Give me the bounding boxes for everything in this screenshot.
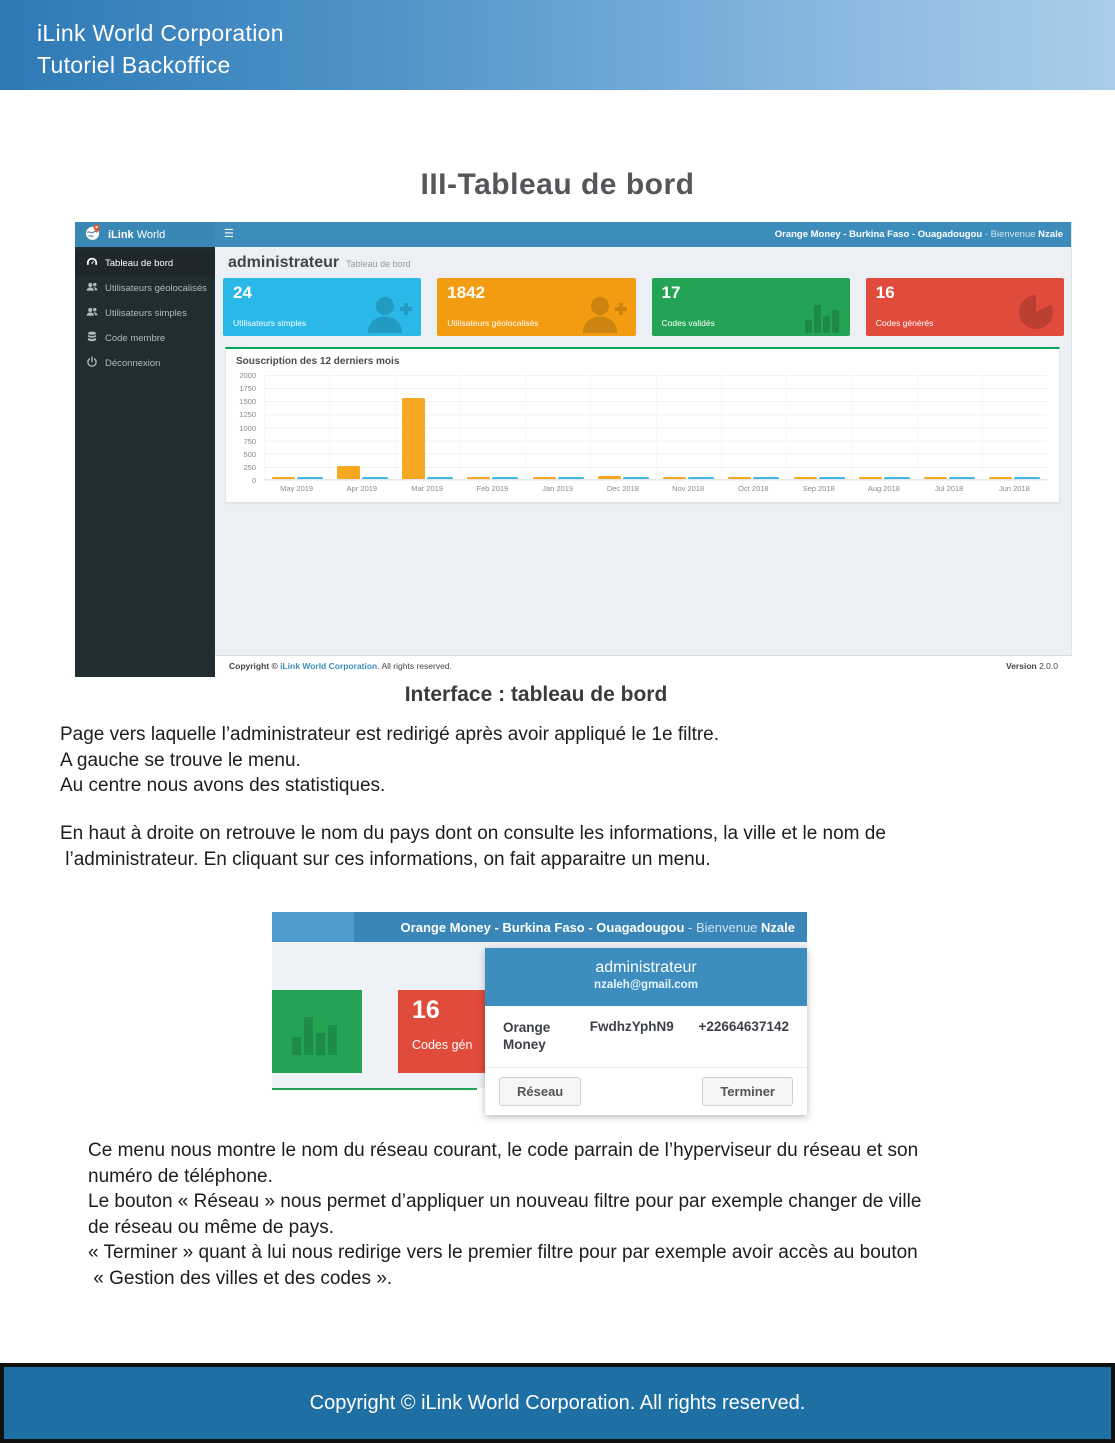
paragraph-line: Au centre nous avons des statistiques. — [60, 775, 386, 796]
chart-column — [590, 375, 655, 493]
y-axis-tick: 1500 — [239, 397, 256, 407]
hamburger-menu-icon[interactable]: ☰ — [224, 228, 234, 240]
x-axis-label: Aug 2018 — [867, 484, 900, 493]
sidebar-item-utilisateurs-simples[interactable] — [75, 301, 215, 326]
chart-bar-souscriptions-bleu — [623, 477, 649, 479]
topbar-welcome: Bienvenue — [990, 229, 1039, 240]
y-axis-tick: 1250 — [239, 410, 256, 420]
version-info — [1006, 661, 1058, 671]
banner-company: iLink World Corporation — [37, 20, 284, 46]
dropdown-footer — [485, 1067, 807, 1115]
sidebar-item-utilisateurs-geolocalises[interactable] — [75, 276, 215, 301]
chart-bar-souscriptions-bleu — [949, 477, 975, 479]
dashboard-topbar — [75, 222, 1071, 247]
chart-bar-souscriptions-bleu — [362, 477, 388, 479]
bar-chart — [232, 371, 1049, 503]
sidebar-item-label: Tableau de bord — [105, 258, 174, 269]
topbar-user-info[interactable] — [775, 229, 1063, 240]
footer-copyright-suffix: . All rights reserved. — [377, 661, 452, 671]
topbar-username: Nzale — [1038, 229, 1063, 240]
bar-chart-icon — [288, 1007, 346, 1057]
banner-subtitle: Tutoriel Backoffice — [37, 52, 231, 78]
chart-bar-souscriptions-bleu — [884, 477, 910, 479]
x-axis-label: Feb 2019 — [476, 484, 509, 493]
chart-column — [851, 375, 916, 493]
bar-chart-icon — [803, 299, 843, 333]
sidebar-item-label: Utilisateurs simples — [105, 308, 187, 319]
sidebar-item-label: Utilisateurs géolocalisés — [105, 283, 207, 294]
y-axis-tick: 500 — [243, 449, 256, 459]
figure-caption: Interface : tableau de bord — [404, 683, 668, 706]
sidebar-item-code-membre[interactable] — [75, 326, 215, 351]
x-axis-label: Jan 2019 — [542, 484, 574, 493]
sidebar-item-label: Code membre — [105, 333, 166, 344]
paragraph-line: numéro de téléphone. — [88, 1165, 273, 1187]
chart-bar-souscriptions-bleu — [819, 477, 845, 479]
dropdown-header — [485, 948, 807, 1006]
brand-name — [108, 229, 165, 241]
chart-column — [525, 375, 590, 493]
chart-panel — [225, 347, 1060, 503]
dashboard-icon — [86, 256, 98, 271]
chart-y-labels — [232, 371, 258, 485]
chart-column — [721, 375, 786, 493]
chart-column — [329, 375, 394, 493]
document-banner — [0, 0, 1115, 90]
paragraph-line: de réseau ou même de pays. — [88, 1216, 335, 1238]
topbar-sep: - — [684, 920, 696, 935]
x-axis-label: Sep 2018 — [802, 484, 835, 493]
dashboard-content — [215, 247, 1072, 677]
user-menu-screenshot — [272, 910, 807, 1115]
chart-bar-souscriptions-bleu — [427, 477, 453, 479]
chart-bar-souscriptions-orange — [859, 477, 882, 479]
paragraph-line: Le bouton « Réseau » nous permet d’appliquer un nouveau filtre pour par exemple changer de ville — [88, 1191, 922, 1212]
footer-brand-link[interactable]: iLink World Corporation — [280, 661, 378, 671]
chart-column — [460, 375, 525, 493]
x-axis-label: Oct 2018 — [738, 484, 769, 493]
brand-logo[interactable] — [75, 222, 215, 247]
chart-bar-souscriptions-orange — [989, 477, 1012, 479]
dropdown-user-email: nzaleh@gmail.com — [594, 979, 698, 991]
dashboard-footer — [215, 655, 1072, 677]
document-footer — [0, 1363, 1115, 1443]
paragraph-line: A gauche se trouve le menu. — [60, 749, 301, 771]
y-axis-tick: 250 — [243, 462, 256, 472]
stat-value: 17 — [661, 283, 681, 302]
menu-topbar-user-info[interactable] — [401, 920, 795, 935]
panel-accent-line — [272, 1088, 477, 1090]
stat-card-utilisateurs-simples — [223, 278, 421, 336]
page-heading-title: administrateur — [228, 254, 340, 271]
stat-value: 16 — [875, 283, 895, 302]
chart-column — [656, 375, 721, 493]
stat-label: Utilisateurs géolocalisés — [447, 318, 539, 328]
y-axis-tick: 1000 — [239, 423, 256, 433]
phone-number: +22664637142 — [698, 1019, 789, 1034]
version-value: 2.0.0 — [1036, 661, 1058, 671]
stat-cards-row — [223, 278, 1064, 336]
users-icon — [86, 306, 98, 321]
paragraph-line: « Gestion des villes et des codes ». — [88, 1267, 393, 1289]
paragraph-1 — [60, 722, 719, 799]
stat-label: Utilisateurs simples — [233, 318, 307, 328]
chart-bar-souscriptions-bleu — [753, 477, 779, 479]
chart-bar-souscriptions-orange — [467, 477, 490, 479]
x-axis-label: May 2019 — [280, 484, 314, 493]
chart-columns — [264, 375, 1047, 493]
user-plus-icon — [366, 293, 414, 333]
dropdown-body — [485, 1006, 807, 1053]
sponsor-code: FwdhzYphN9 — [589, 1019, 674, 1034]
chart-bar-souscriptions-bleu — [558, 477, 584, 479]
stat-value: 24 — [233, 283, 252, 302]
chart-column — [982, 375, 1047, 493]
stat-card-codes-valides — [652, 278, 850, 336]
red-card-fragment — [398, 990, 487, 1073]
sidebar-item-tableau-de-bord[interactable] — [75, 251, 215, 276]
database-icon — [86, 331, 98, 346]
chart-bar-souscriptions-orange — [402, 398, 425, 479]
x-axis-label: Mar 2019 — [411, 484, 443, 493]
y-axis-tick: 0 — [251, 476, 256, 485]
pie-chart-icon — [1015, 291, 1057, 333]
chart-bar-souscriptions-orange — [272, 477, 295, 479]
section-title: III-Tableau de bord — [420, 168, 695, 201]
chart-bar-souscriptions-orange — [533, 477, 556, 479]
brand-regular: World — [133, 228, 166, 241]
y-axis-tick: 1750 — [239, 384, 256, 394]
green-card-fragment — [272, 990, 362, 1073]
footer-copyright-text: Copyright © iLink World Corporation. All rights reserved. — [309, 1391, 806, 1414]
stat-card-codes-generes — [866, 278, 1064, 336]
y-axis-tick: 2000 — [239, 371, 256, 380]
paragraph-line: En haut à droite on retrouve le nom du pays dont on consulte les informations, la ville et le nom de — [60, 823, 886, 844]
chart-column — [917, 375, 982, 493]
paragraph-line: Ce menu nous montre le nom du réseau courant, le code parrain de l’hyperviseur du réseau et son — [88, 1140, 919, 1161]
y-axis-tick: 750 — [243, 436, 256, 446]
chart-bar-souscriptions-orange — [663, 477, 686, 479]
stat-value: 1842 — [447, 283, 486, 302]
dashboard-screenshot — [75, 222, 1072, 677]
chart-column — [395, 375, 460, 493]
dropdown-user-title: administrateur — [595, 959, 697, 976]
chart-bar-souscriptions-orange — [794, 477, 817, 479]
user-dropdown-menu — [485, 948, 807, 1115]
x-axis-label: Jul 2018 — [934, 484, 964, 493]
globe-pin-icon — [84, 223, 102, 246]
stat-label: Codes générés — [875, 318, 934, 328]
footer-copyright-prefix: Copyright © — [229, 661, 281, 671]
chart-bar-souscriptions-orange — [598, 476, 621, 479]
dashboard-sidebar — [75, 247, 215, 677]
topbar-welcome: Bienvenue — [695, 920, 762, 935]
paragraph-line: « Terminer » quant à lui nous redirige vers le premier filtre pour par exemple avoir accès au bouton — [88, 1242, 918, 1263]
stat-label: Codes gén — [412, 1038, 473, 1052]
paragraph-line: Page vers laquelle l’administrateur est redirigé après avoir appliqué le 1e filtre. — [60, 724, 720, 745]
chart-bar-souscriptions-bleu — [492, 477, 518, 479]
page-heading-subtitle: Tableau de bord — [346, 259, 411, 269]
sidebar-item-label: Déconnexion — [105, 358, 161, 369]
chart-bar-souscriptions-bleu — [297, 477, 323, 479]
topbar-sep: - — [982, 229, 991, 240]
paragraph-line: l’administrateur. En cliquant sur ces informations, on fait apparaitre un menu. — [60, 848, 711, 870]
reseau-button[interactable]: Réseau — [499, 1077, 581, 1106]
x-axis-label: Nov 2018 — [672, 484, 705, 493]
topbar-username: Nzale — [761, 920, 795, 935]
users-icon — [86, 281, 98, 296]
x-axis-label: Jun 2018 — [998, 484, 1030, 493]
page-heading — [228, 254, 411, 272]
chart-bar-souscriptions-bleu — [1014, 477, 1040, 479]
chart-bar-souscriptions-orange — [728, 477, 751, 479]
chart-column — [786, 375, 851, 493]
chart-bar-souscriptions-orange — [337, 466, 360, 479]
topbar-networks: Orange Money - Burkina Faso - Ouagadougou — [774, 229, 983, 240]
stat-card-utilisateurs-geolocalises — [437, 278, 635, 336]
chart-bar-souscriptions-orange — [924, 477, 947, 479]
version-label: Version — [1006, 661, 1037, 671]
user-plus-icon — [581, 293, 629, 333]
menu-topbar — [272, 912, 807, 942]
stat-label: Codes validés — [661, 318, 715, 328]
paragraph-2 — [60, 821, 886, 872]
chart-bar-souscriptions-bleu — [688, 477, 714, 479]
network-name: Orange Money — [503, 1020, 551, 1052]
x-axis-label: Dec 2018 — [606, 484, 639, 493]
paragraph-3 — [88, 1138, 921, 1291]
terminer-button[interactable]: Terminer — [702, 1077, 793, 1106]
x-axis-label: Apr 2019 — [346, 484, 378, 493]
power-icon — [86, 356, 98, 371]
topbar-networks: Orange Money - Burkina Faso - Ouagadougou — [400, 920, 685, 935]
stat-value: 16 — [412, 996, 440, 1024]
chart-title: Souscription des 12 derniers mois — [236, 356, 400, 367]
chart-column — [264, 375, 329, 493]
brand-bold: iLink — [108, 228, 134, 241]
sidebar-item-deconnexion[interactable] — [75, 351, 215, 376]
